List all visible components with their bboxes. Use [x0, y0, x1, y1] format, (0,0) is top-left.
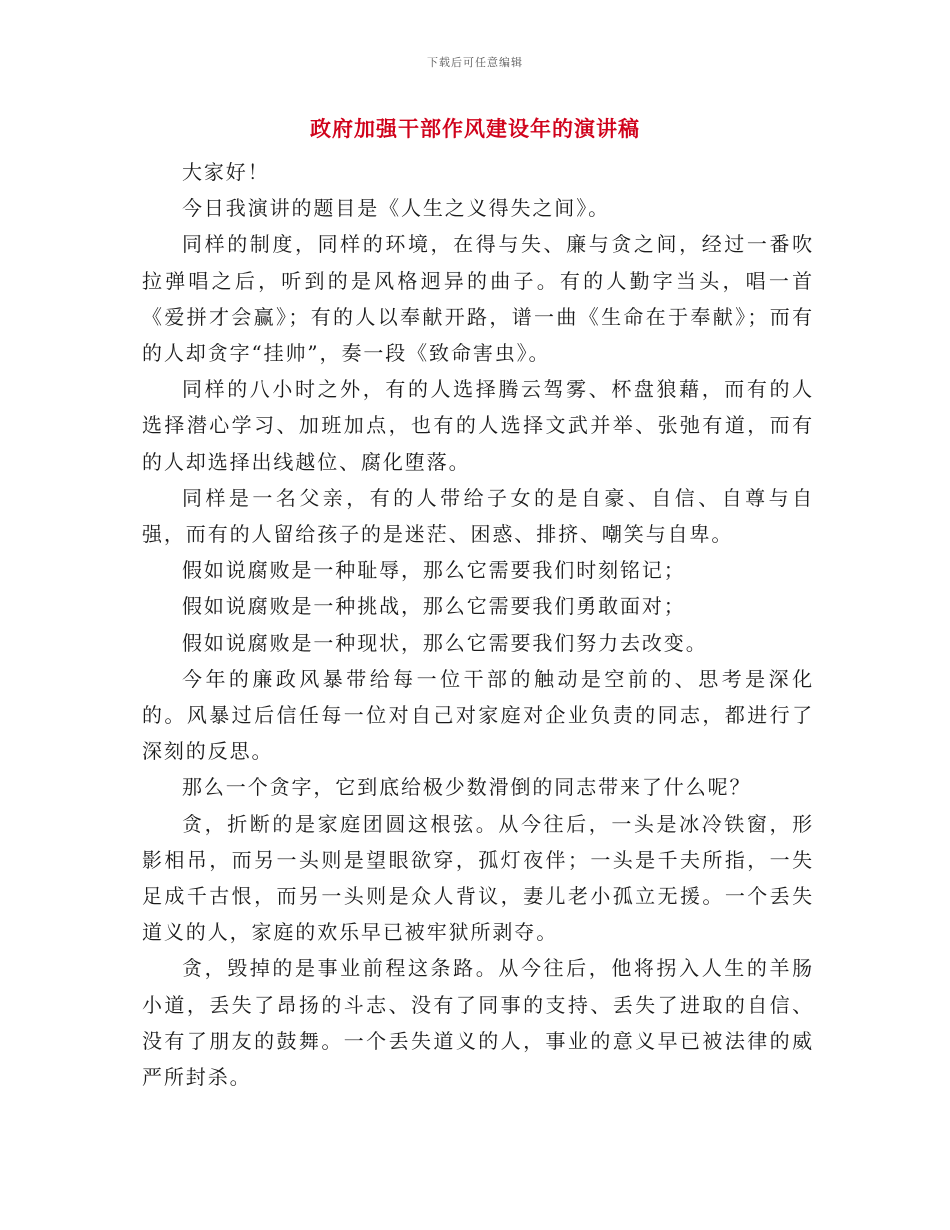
paragraph: 假如说腐败是一种现状，那么它需要我们努力去改变。 — [182, 630, 708, 655]
paragraph-topic: 今日我演讲的题目是《人生之义得失之间》。 — [182, 196, 610, 221]
header-note: 下载后可任意编辑 — [427, 56, 523, 69]
document-body — [142, 154, 814, 1095]
paragraph-greeting: 大家好！ — [182, 160, 270, 184]
paragraph: 今年的廉政风暴带给每一位干部的触动是空前的、思考是深化的。风暴过后信任每一位对自己对家庭对企业负责的同志，都进行了深刻的反思。 — [142, 666, 814, 764]
paragraph: 同样的八小时之外，有的人选择腾云驾雾、杯盘狼藉，而有的人选择潜心学习、加班加点，也有的人选择文武并举、张弛有道，而有的人却选择出线越位、腐化堕落。 — [142, 377, 814, 474]
paragraph: 贪，毁掉的是事业前程这条路。从今往后，他将拐入人生的羊肠小道，丢失了昂扬的斗志、没有了同事的支持、丢失了进取的自信、没有了朋友的鼓舞。一个丢失道义的人，事业的意义早已被法律的威严所封杀。 — [142, 956, 814, 1090]
paragraph: 同样的制度，同样的环境，在得与失、廉与贪之间，经过一番吹拉弹唱之后，听到的是风格迥异的曲子。有的人勤字当头，唱一首《爱拼才会赢》；有的人以奉献开路，谱一曲《生命在于奉献》；而有的人却贪字“挂帅”，奏一段《致命害虫》。 — [142, 232, 814, 366]
paragraph: 同样是一名父亲，有的人带给子女的是自豪、自信、自尊与自强，而有的人留给孩子的是迷茫、困惑、排挤、嘲笑与自卑。 — [142, 485, 814, 547]
paragraph: 贪，折断的是家庭团圆这根弦。从今往后，一头是冰冷铁窗，形影相吊，而另一头则是望眼欲穿，孤灯夜伴；一头是千夫所指，一失足成千古恨，而另一头则是众人背议，妻儿老小孤立无援。一个丢失道义的人，家庭的欢乐早已被牢狱所剥夺。 — [142, 811, 814, 945]
paragraph: 假如说腐败是一种耻辱，那么它需要我们时刻铭记； — [182, 558, 686, 583]
paragraph: 那么一个贪字，它到底给极少数滑倒的同志带来了什么呢？ — [182, 775, 752, 800]
document-title: 政府加强干部作风建设年的演讲稿 — [310, 116, 640, 141]
paragraph: 假如说腐败是一种挑战，那么它需要我们勇敢面对； — [182, 594, 686, 619]
